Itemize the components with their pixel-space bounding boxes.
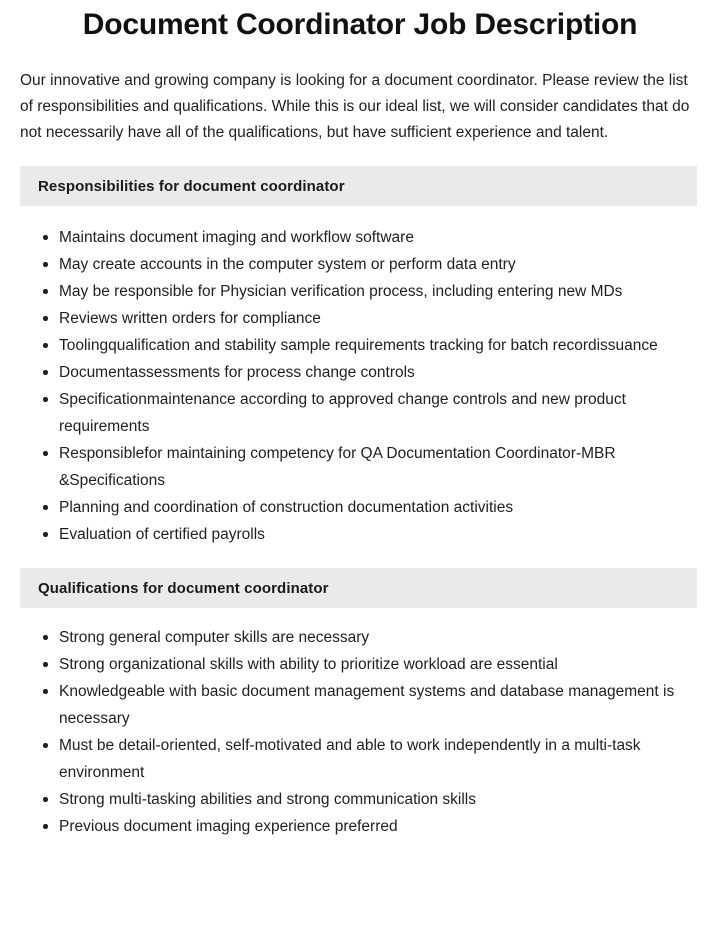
intro-paragraph: Our innovative and growing company is looking for a document coordinator. Please review the list of responsibilities and qualifications. While this is our ideal list, we will consider candidates that do not necessarily have all of the qualifications, but have sufficient experience and talent. — [20, 72, 690, 141]
qualifications-list — [0, 608, 720, 840]
list-item: Must be detail-oriented, self-motivated and able to work independently in a multi-task environment — [43, 732, 698, 786]
list-item: Documentassessments for process change controls — [43, 359, 698, 386]
section-header-label: Qualifications for document coordinator — [38, 579, 329, 597]
list-item: May be responsible for Physician verification process, including entering new MDs — [43, 278, 698, 305]
list-item: Reviews written orders for compliance — [43, 305, 698, 332]
section-qualifications — [0, 568, 720, 840]
list-item: May create accounts in the computer system or perform data entry — [43, 251, 698, 278]
list-item: Specificationmaintenance according to approved change controls and new product requirements — [43, 386, 698, 440]
list-item: Responsiblefor maintaining competency for QA Documentation Coordinator-MBR &Specifications — [43, 440, 698, 494]
section-header-responsibilities — [20, 166, 697, 206]
list-item: Strong general computer skills are necessary — [43, 624, 698, 651]
page-title: Document Coordinator Job Description — [82, 8, 638, 41]
list-item: Maintains document imaging and workflow software — [43, 224, 698, 251]
list-item: Planning and coordination of construction documentation activities — [43, 494, 698, 521]
list-item: Evaluation of certified payrolls — [43, 521, 698, 548]
list-item: Strong organizational skills with ability to prioritize workload are essential — [43, 651, 698, 678]
section-responsibilities — [0, 166, 720, 548]
list-item: Toolingqualification and stability sample requirements tracking for batch recordissuance — [43, 332, 698, 359]
section-header-qualifications — [20, 568, 697, 608]
list-item: Previous document imaging experience preferred — [43, 813, 698, 840]
list-item: Strong multi-tasking abilities and strong communication skills — [43, 786, 698, 813]
list-item: Knowledgeable with basic document management systems and database management is necessary — [43, 678, 698, 732]
responsibilities-list — [0, 206, 720, 548]
section-header-label: Responsibilities for document coordinator — [38, 177, 345, 195]
